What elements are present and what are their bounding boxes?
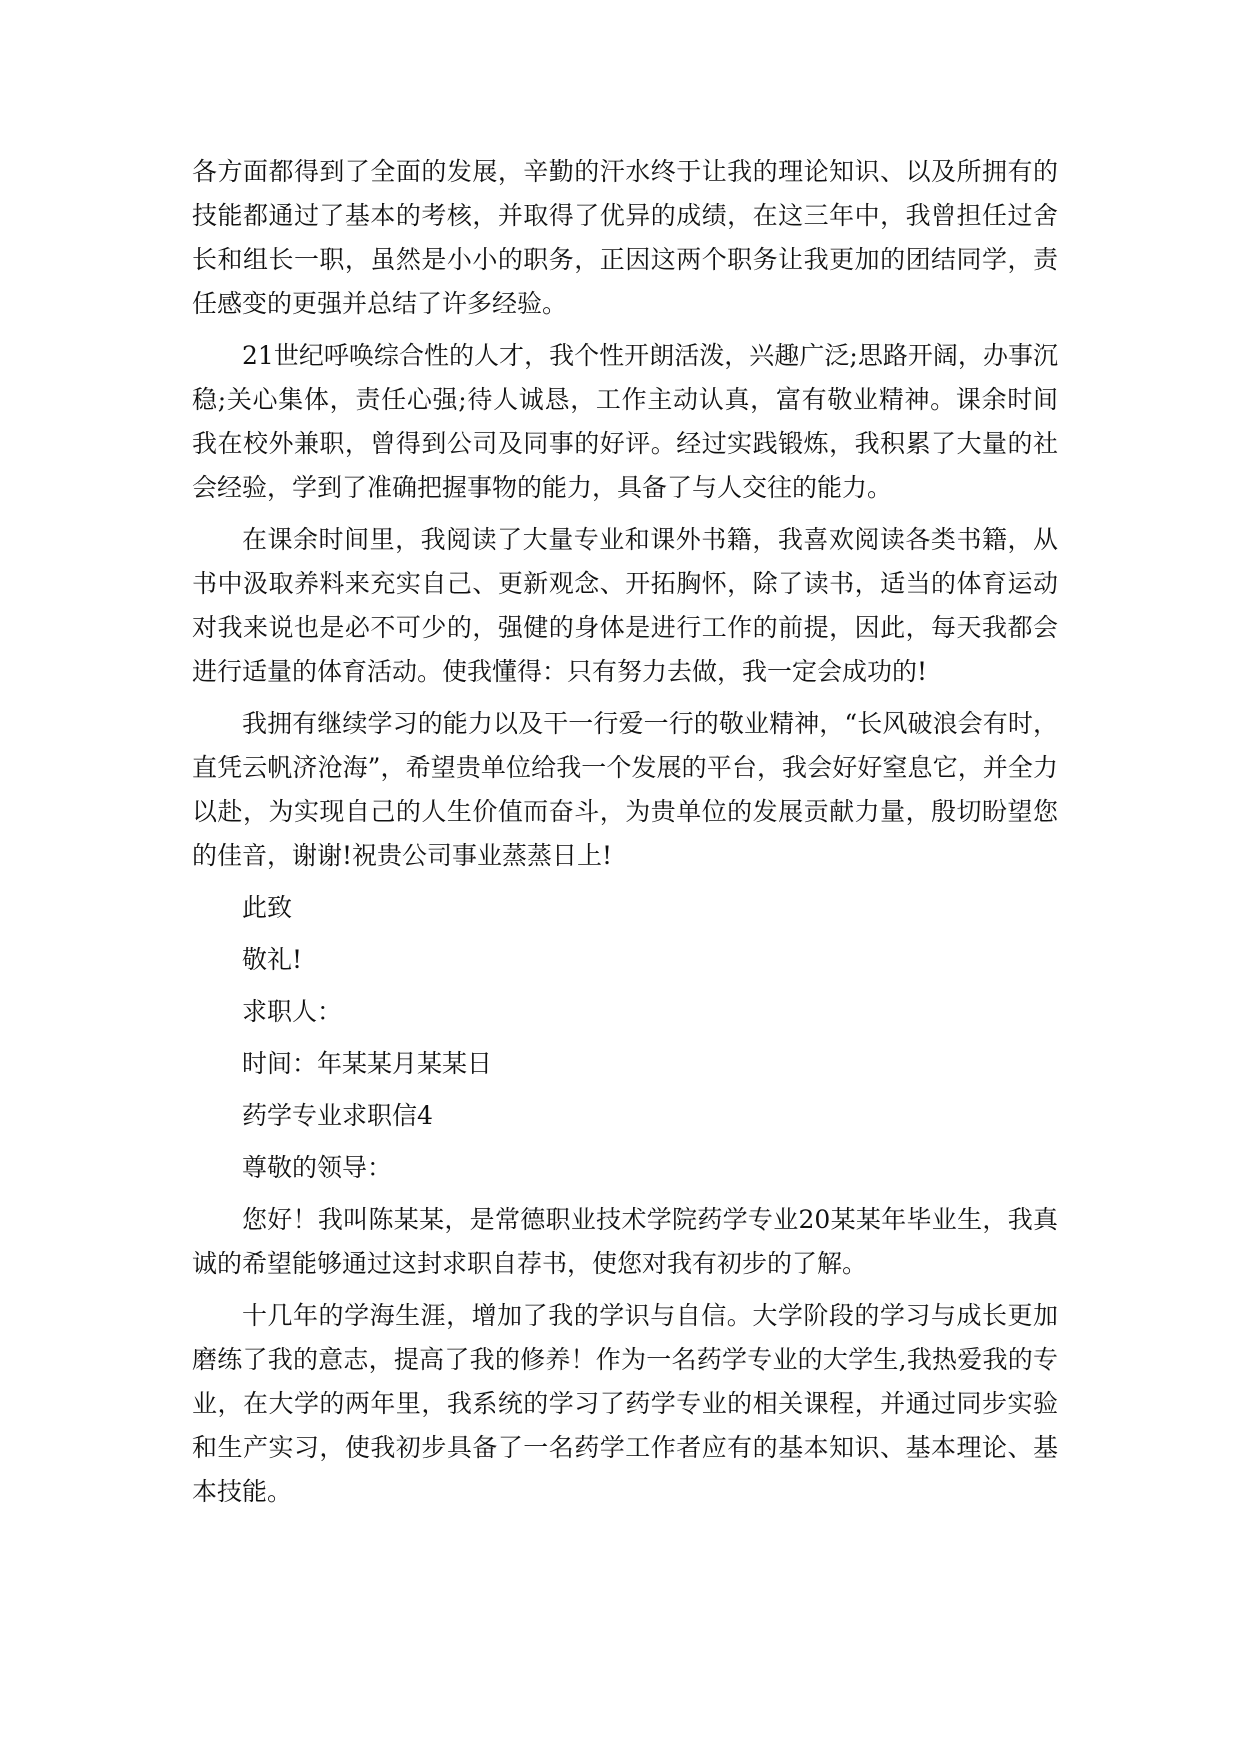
- paragraph-study: 十几年的学海生涯，增加了我的学识与自信。大学阶段的学习与成长更加磨练了我的意志，提高了我的修养！作为一名药学专业的大学生,我热爱我的专业，在大学的两年里，我系统的学习了药学专业的相关课程，并通过同步实验和生产实习，使我初步具备了一名药学工作者应有的基本知识、基本理论、基本技能。: [192, 1301, 1058, 1506]
- paragraph-qualities: 21世纪呼唤综合性的人才，我个性开朗活泼，兴趣广泛;思路开阔，办事沉稳;关心集体，责任心强;待人诚恳，工作主动认真，富有敬业精神。课余时间我在校外兼职，曾得到公司及同事的好评。经过实践锻炼，我积累了大量的社会经验，学到了准确把握事物的能力，具备了与人交往的能力。: [192, 341, 1058, 502]
- paragraph-introduction: 您好！我叫陈某某，是常德职业技术学院药学专业20某某年毕业生，我真诚的希望能够通过这封求职自荐书，使您对我有初步的了解。: [192, 1205, 1058, 1278]
- section-title: 药学专业求职信4: [242, 1101, 433, 1130]
- closing-applicant: 求职人：: [242, 997, 343, 1026]
- closing-date: 时间：年某某月某某日: [242, 1049, 493, 1078]
- paragraph-reading: 在课余时间里，我阅读了大量专业和课外书籍，我喜欢阅读各类书籍，从书中汲取养料来充实自己、更新观念、开拓胸怀，除了读书，适当的体育运动对我来说也是必不可少的，强健的身体是进行工作的前提，因此，每天我都会进行适量的体育活动。使我懂得：只有努力去做，我一定会成功的!: [192, 525, 1058, 686]
- paragraph-continuation: 各方面都得到了全面的发展，辛勤的汗水终于让我的理论知识、以及所拥有的技能都通过了基本的考核，并取得了优异的成绩，在这三年中，我曾担任过舍长和组长一职，虽然是小小的职务，正因这两个职务让我更加的团结同学，责任感变的更强并总结了许多经验。: [192, 157, 1058, 318]
- paragraph-aspiration: 我拥有继续学习的能力以及干一行爱一行的敬业精神，“长风破浪会有时，直凭云帆济沧海”，希望贵单位给我一个发展的平台，我会好好窒息它，并全力以赴，为实现自己的人生价值而奋斗，为贵单位的发展贡献力量，殷切盼望您的佳音，谢谢!祝贵公司事业蒸蒸日上!: [192, 709, 1058, 870]
- document-body: [192, 150, 1058, 1522]
- greeting: 尊敬的领导：: [242, 1153, 393, 1182]
- closing-regards: 敬礼!: [242, 945, 303, 974]
- closing-salutation: 此致: [242, 893, 293, 922]
